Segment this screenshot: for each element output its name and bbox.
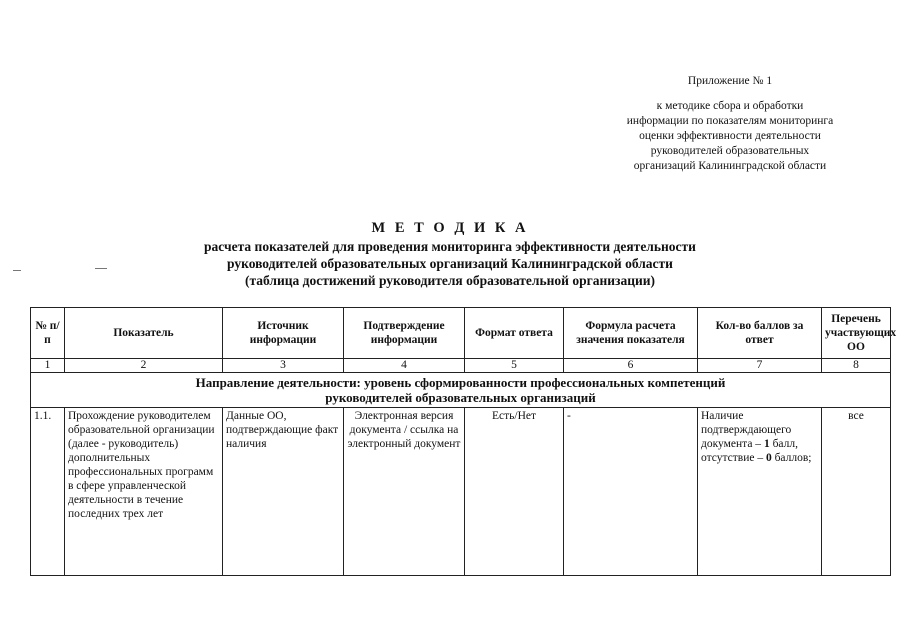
appendix-line: оценки эффективности деятельности <box>639 130 821 142</box>
row-indicator: Прохождение руководителем образовательной организации (далее - руководитель) дополнительных профессиональных программ в сфере управленческой деятельности в течение последних трех лет <box>65 408 223 576</box>
section-row <box>31 373 891 408</box>
column-number: 4 <box>344 359 465 373</box>
header-participants: Перечень участвующих ОО <box>822 308 891 359</box>
header-points: Кол-во баллов за ответ <box>698 308 822 359</box>
table-header-row <box>31 308 891 359</box>
points-value-present: 1 <box>763 438 770 450</box>
section-title-line-1: Направление деятельности: уровень сформированности профессиональных компетенций <box>195 375 726 390</box>
points-value-absent: 0 <box>765 452 772 464</box>
row-format: Есть/Нет <box>465 408 564 576</box>
column-number: 5 <box>465 359 564 373</box>
document-title <box>100 220 800 289</box>
appendix-line: руководителей образовательных <box>650 145 810 157</box>
appendix-line: информации по показателям мониторинга <box>626 115 834 127</box>
column-number: 2 <box>65 359 223 373</box>
title-line-2: руководителей образовательных организаций Калининградской области <box>227 256 673 271</box>
header-formula: Формула расчета значения показателя <box>564 308 698 359</box>
column-number: 8 <box>822 359 891 373</box>
title-heading: М Е Т О Д И К А <box>371 220 529 236</box>
header-indicator: Показатель <box>65 308 223 359</box>
points-text: балл, отсутствие – <box>701 438 798 464</box>
scan-mark <box>13 270 21 271</box>
header-confirmation: Подтверждение информации <box>344 308 465 359</box>
row-participants: все <box>822 408 891 576</box>
row-num: 1.1. <box>31 408 65 576</box>
indicators-table <box>30 307 897 576</box>
row-source: Данные ОО, подтверждающие факт наличия <box>223 408 344 576</box>
appendix-number: Приложение № 1 <box>687 75 773 87</box>
section-title-line-2: руководителей образовательных организаций <box>325 390 596 405</box>
row-formula: - <box>564 408 698 576</box>
row-points <box>698 408 822 576</box>
points-text: баллов; <box>771 452 812 464</box>
section-title <box>31 373 891 408</box>
appendix-line: организаций Калининградской области <box>633 160 827 172</box>
header-source: Источник информации <box>223 308 344 359</box>
title-line-1: расчета показателей для проведения мониторинга эффективности деятельности <box>204 239 696 254</box>
column-number: 1 <box>31 359 65 373</box>
header-num: № п/п <box>31 308 65 359</box>
column-number: 3 <box>223 359 344 373</box>
appendix-block <box>600 74 860 174</box>
table-row <box>31 408 891 576</box>
appendix-line: к методике сбора и обработки <box>656 100 804 112</box>
column-number: 7 <box>698 359 822 373</box>
title-line-3: (таблица достижений руководителя образовательной организации) <box>244 273 656 288</box>
column-number: 6 <box>564 359 698 373</box>
points-text: Наличие подтверждающего документа – <box>701 410 792 450</box>
column-number-row <box>31 359 891 373</box>
scan-mark <box>95 268 107 269</box>
header-format: Формат ответа <box>465 308 564 359</box>
row-confirmation: Электронная версия документа / ссылка на электронный документ <box>344 408 465 576</box>
